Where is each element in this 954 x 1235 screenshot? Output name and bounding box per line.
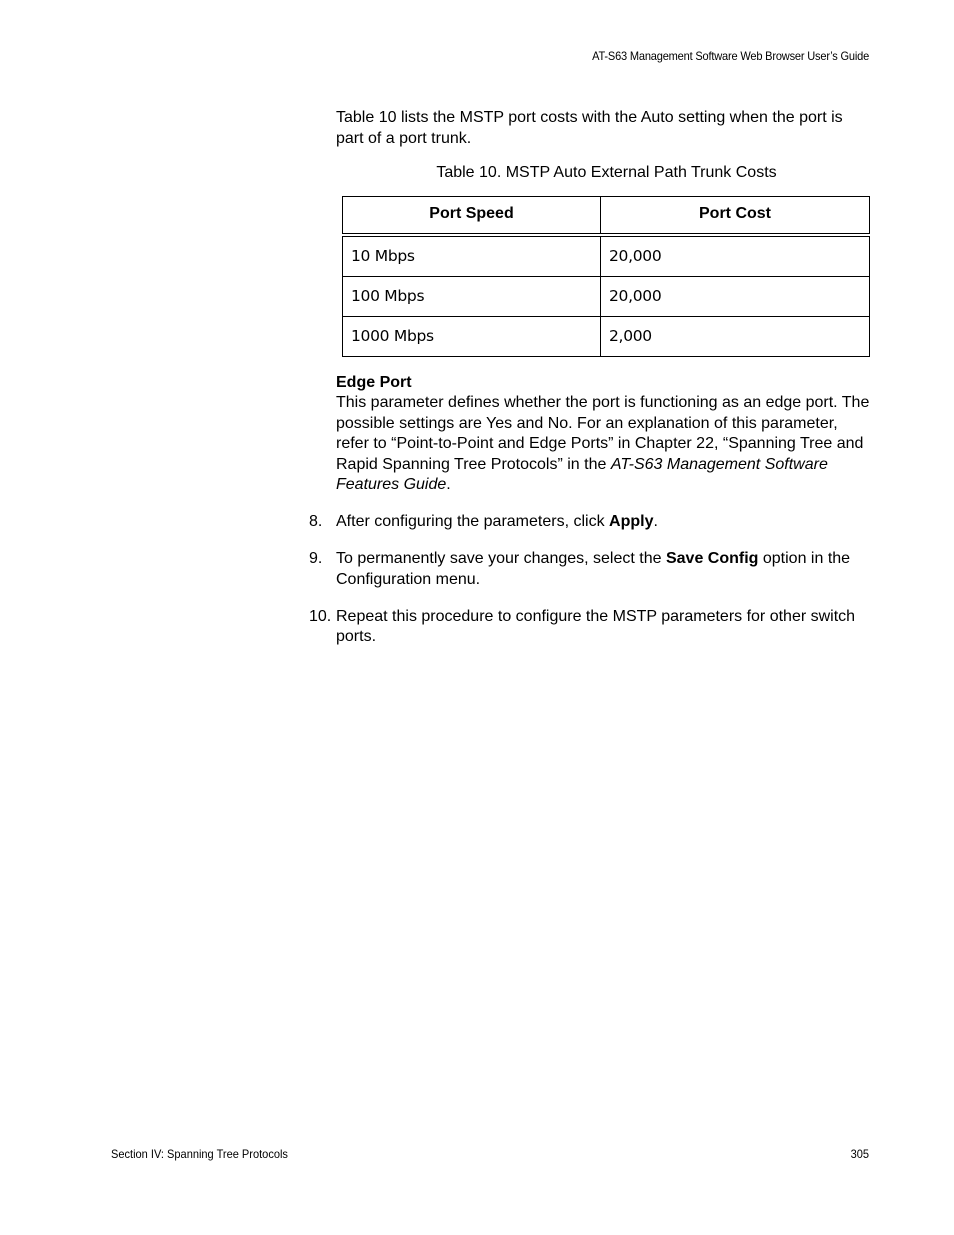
cell-port-cost: 20,000 (601, 276, 870, 316)
table-row (343, 235, 870, 277)
column-header-port-cost: Port Cost (601, 196, 870, 235)
column-header-port-speed: Port Speed (343, 196, 601, 235)
intro-paragraph: Table 10 lists the MSTP port costs with the Auto setting when the port is part of a port trunk. (336, 109, 843, 147)
table-row (343, 316, 870, 356)
footer-section: Section IV: Spanning Tree Protocols (111, 1147, 288, 1161)
step-text-end: . (653, 513, 658, 530)
cell-port-speed: 100 Mbps (343, 276, 601, 316)
edge-port-heading: Edge Port (336, 373, 412, 391)
step-item (309, 607, 874, 648)
edge-port-description (336, 393, 871, 496)
features-guide-title: AT-S63 Management Software Features Guide (336, 455, 828, 493)
save-config-label: Save Config (665, 550, 759, 567)
edge-port-text: This parameter defines whether the port is functioning as an edge port. The possible settings are Yes and No. For an explanation of this parameter, refer to “Point-to-Point and Edge Ports” in Chapter 22, “Spanning Tree and Rapid Spanning Tree Protocols” in the (336, 394, 870, 473)
cell-port-speed: 1000 Mbps (343, 316, 601, 356)
page-number: 305 (850, 1147, 869, 1161)
edge-port-text-end: . (446, 476, 451, 493)
running-header: AT-S63 Management Software Web Browser User’s Guide (592, 49, 869, 63)
trunk-costs-table (342, 196, 870, 357)
step-number: 10. (309, 607, 332, 625)
cell-port-cost: 2,000 (601, 316, 870, 356)
step-item (309, 512, 874, 533)
step-number: 9. (309, 550, 323, 567)
step-text: To permanently save your changes, select the (336, 550, 666, 567)
procedure-steps (309, 512, 874, 664)
cell-port-cost: 20,000 (601, 235, 870, 277)
table-header-row (343, 196, 870, 235)
cell-port-speed: 10 Mbps (343, 235, 601, 277)
main-content (336, 108, 871, 496)
apply-label: Apply (609, 513, 654, 530)
table-row (343, 276, 870, 316)
step-text: Repeat this procedure to configure the MSTP parameters for other switch ports. (336, 607, 856, 645)
step-text: After configuring the parameters, click (336, 513, 610, 530)
step-item (309, 549, 874, 590)
step-number: 8. (309, 513, 323, 530)
step-text-end: option in the Configuration menu. (336, 550, 851, 588)
table-caption: Table 10. MSTP Auto External Path Trunk Costs (436, 164, 777, 181)
